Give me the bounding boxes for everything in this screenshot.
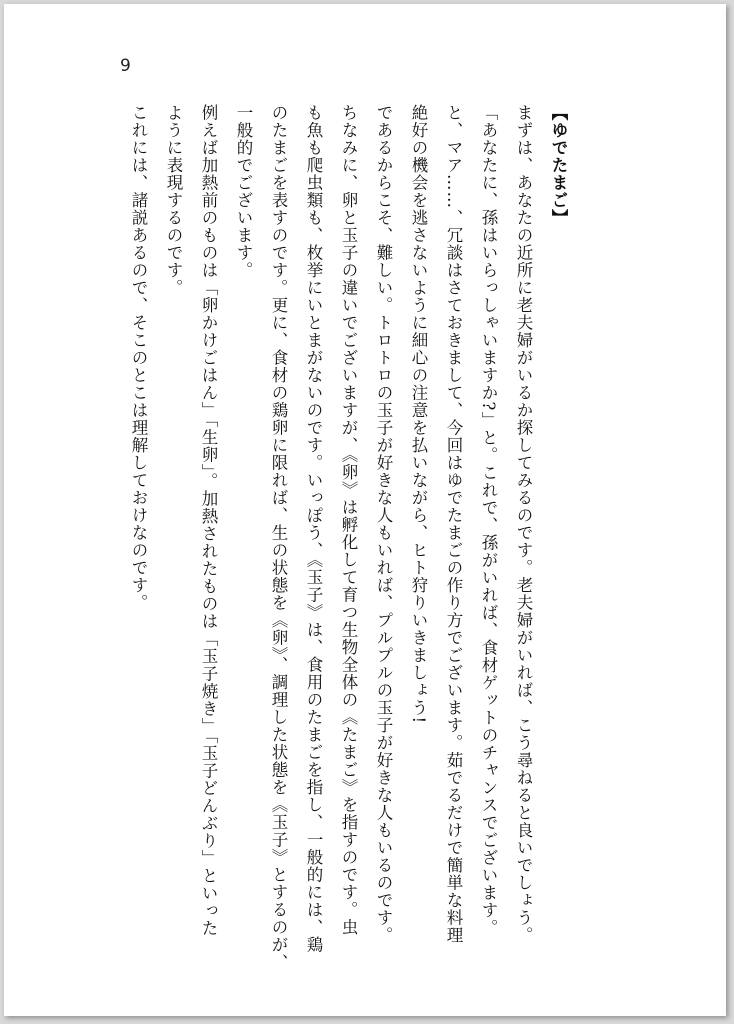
text-column: 例えば加熱前のものは「卵かけごはん」「生卵」。加熱されたものは「玉子焼き」「玉子どんぶり」といった xyxy=(199,104,218,937)
vertical-text-body xyxy=(121,104,576,971)
document-page xyxy=(4,4,726,1016)
text-column: のたまごを表すのです。更に、食材の鶏卵に限れば、生の状態を《卵》、調理した状態を《玉子》とするのが、 xyxy=(269,104,288,971)
text-column: ちなみに、卵と玉子の違いでございますが、《卵》は孵化して育つ生物全体の《たまご》を指すのです。虫 xyxy=(339,104,358,936)
text-column: まずは、あなたの近所に老夫婦がいるか探してみるのです。老夫婦がいれば、こう尋ねると良いでしょう。 xyxy=(514,104,533,944)
text-column: ように表現するのです。 xyxy=(164,104,183,297)
page-number: 9 xyxy=(120,56,131,76)
text-column: と、マア……、冗談はさておきまして、今回はゆでたまごの作り方でございます。茹でるだけで簡単な料理 xyxy=(444,104,463,944)
text-column: 「あなたに、孫はいらっしゃいますか?」と。これで、孫がいれば、食材ゲットのチャンスでございます。 xyxy=(479,104,498,937)
text-column: も魚も爬虫類も、枚挙にいとまがないのです。いっぽう、《玉子》は、食用のたまごを指し、一般的には、鶏 xyxy=(304,104,323,954)
text-column: これには、諸説あるので、そこのとこは理解しておけなのです。 xyxy=(129,104,148,612)
text-column: 一般的でございます。 xyxy=(234,104,253,279)
text-column: 絶好の機会を逃さないように細心の注意を払いながら、ヒト狩りいきましょう! xyxy=(409,104,428,725)
section-heading: 【ゆでたまご】 xyxy=(549,104,568,227)
text-column: であるからこそ、難しい。トロトロの玉子が好きな人もいれば、プルプルの玉子が好きな人もいるのです。 xyxy=(374,104,393,944)
